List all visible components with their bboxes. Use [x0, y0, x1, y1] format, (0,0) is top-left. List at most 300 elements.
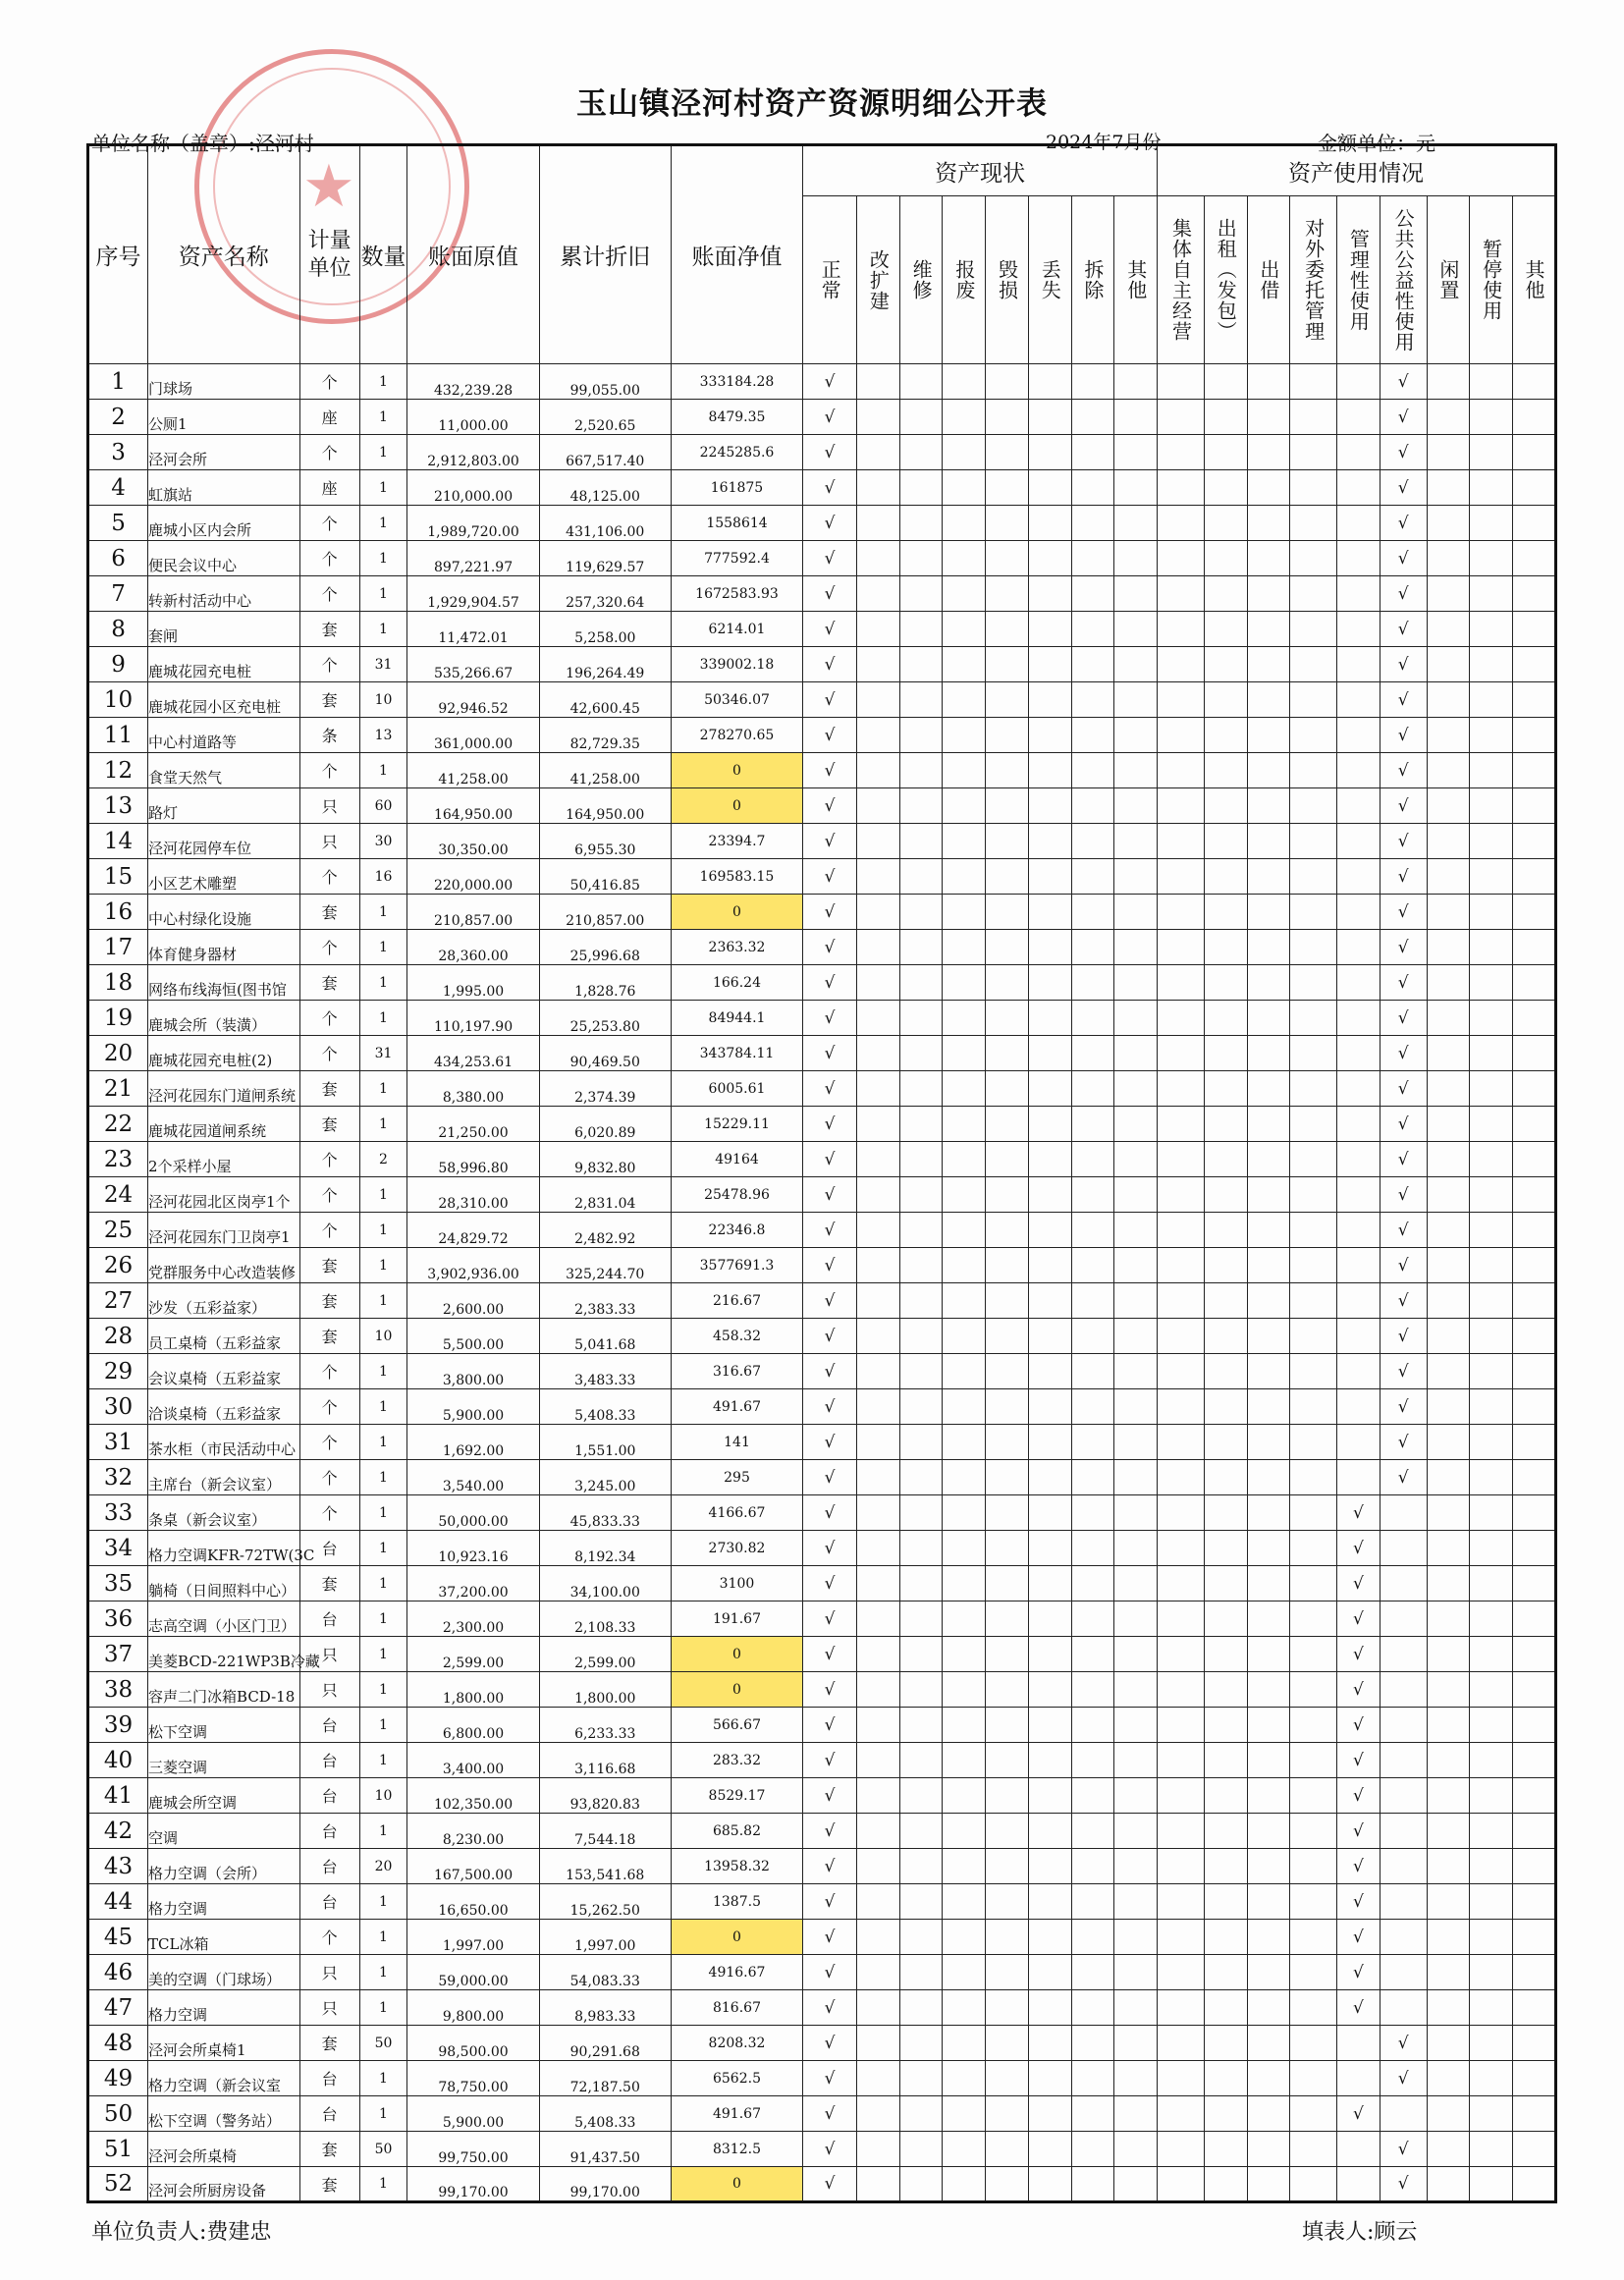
- row-qty: 1: [359, 965, 407, 1001]
- status-cell: [899, 718, 943, 753]
- row-original: 5,900.00: [407, 1389, 539, 1425]
- status-cell: [1071, 435, 1114, 470]
- status-cell: [986, 1460, 1029, 1495]
- row-depreciation: 6,233.33: [539, 1708, 671, 1743]
- status-cell: [899, 1283, 943, 1319]
- usage-cell: [1290, 612, 1337, 647]
- row-qty: 13: [359, 718, 407, 753]
- usage-cell: [1204, 718, 1247, 753]
- usage-cell: [1158, 470, 1205, 506]
- usage-cell: [1204, 753, 1247, 788]
- status-cell: [986, 1425, 1029, 1460]
- usage-cell: [1512, 1001, 1555, 1036]
- row-original: 434,253.61: [407, 1036, 539, 1071]
- row-asset-name: 小区艺术雕塑: [148, 859, 300, 895]
- status-cell: √: [803, 576, 857, 612]
- usage-cell: [1247, 1672, 1290, 1708]
- usage-cell: [1290, 2096, 1337, 2132]
- status-cell: [1028, 1920, 1071, 1955]
- usage-cell: [1470, 1814, 1513, 1849]
- usage-cell: [1158, 788, 1205, 824]
- row-asset-name: 鹿城会所（装潢）: [148, 1001, 300, 1036]
- status-cell: √: [803, 364, 857, 400]
- usage-cell: [1512, 470, 1555, 506]
- row-qty: 1: [359, 1920, 407, 1955]
- usage-cell: [1290, 895, 1337, 930]
- row-seq: 19: [88, 1001, 148, 1036]
- usage-cell: √: [1380, 470, 1427, 506]
- status-cell: [1114, 859, 1158, 895]
- status-cell: [857, 400, 900, 435]
- row-asset-name: 泾河花园停车位: [148, 824, 300, 859]
- usage-cell: [1204, 2096, 1247, 2132]
- usage-cell: [1204, 859, 1247, 895]
- status-cell: [1114, 1354, 1158, 1389]
- status-cell: [943, 2061, 986, 2096]
- row-asset-name: 泾河花园东门卫岗亭1: [148, 1213, 300, 1248]
- status-cell: √: [803, 2132, 857, 2167]
- usage-cell: [1290, 1036, 1337, 1071]
- table-row: [88, 895, 1556, 930]
- row-asset-name: 泾河会所桌椅: [148, 2132, 300, 2167]
- status-cell: √: [803, 1425, 857, 1460]
- usage-cell: √: [1380, 718, 1427, 753]
- row-seq: 47: [88, 1990, 148, 2026]
- row-net: 216.67: [671, 1283, 802, 1319]
- status-cell: [986, 859, 1029, 895]
- status-cell: [899, 364, 943, 400]
- row-asset-name: 志高空调（小区门卫）: [148, 1601, 300, 1637]
- status-cell: [1028, 753, 1071, 788]
- status-cell: [1071, 1036, 1114, 1071]
- usage-cell: [1380, 1814, 1427, 1849]
- status-cell: [899, 400, 943, 435]
- status-cell: [1028, 1354, 1071, 1389]
- usage-cell: [1512, 364, 1555, 400]
- row-net: 8312.5: [671, 2132, 802, 2167]
- status-cell: [1071, 2061, 1114, 2096]
- row-original: 6,800.00: [407, 1708, 539, 1743]
- usage-cell: [1337, 1248, 1380, 1283]
- row-qty: 1: [359, 1283, 407, 1319]
- usage-cell: √: [1337, 1672, 1380, 1708]
- header-name: 资产名称: [148, 145, 300, 364]
- usage-cell: [1247, 1743, 1290, 1778]
- row-depreciation: 50,416.85: [539, 859, 671, 895]
- usage-cell: [1247, 895, 1290, 930]
- usage-cell: [1290, 576, 1337, 612]
- usage-cell: [1427, 506, 1470, 541]
- usage-cell: [1158, 1177, 1205, 1213]
- status-cell: [857, 576, 900, 612]
- usage-cell: [1290, 1990, 1337, 2026]
- row-qty: 1: [359, 1248, 407, 1283]
- row-seq: 1: [88, 364, 148, 400]
- usage-cell: [1204, 1213, 1247, 1248]
- usage-cell: [1158, 1319, 1205, 1354]
- status-cell: √: [803, 435, 857, 470]
- usage-cell: [1337, 895, 1380, 930]
- row-asset-name: 鹿城花园道闸系统: [148, 1107, 300, 1142]
- status-cell: [1028, 1460, 1071, 1495]
- row-net: 816.67: [671, 1990, 802, 2026]
- usage-cell: √: [1380, 612, 1427, 647]
- row-seq: 27: [88, 1283, 148, 1319]
- usage-cell: [1512, 1071, 1555, 1107]
- usage-cell: √: [1380, 859, 1427, 895]
- row-asset-name: 2个采样小屋: [148, 1142, 300, 1177]
- usage-cell: [1470, 1531, 1513, 1566]
- status-cell: [1071, 1531, 1114, 1566]
- row-depreciation: 2,108.33: [539, 1601, 671, 1637]
- row-seq: 34: [88, 1531, 148, 1566]
- usage-cell: [1337, 576, 1380, 612]
- row-depreciation: 2,383.33: [539, 1283, 671, 1319]
- header-usage-col: 其他: [1512, 196, 1555, 364]
- row-asset-name: 体育健身器材: [148, 930, 300, 965]
- row-asset-name: TCL冰箱: [148, 1920, 300, 1955]
- row-qty: 1: [359, 1389, 407, 1425]
- header-status-col: 拆除: [1071, 196, 1114, 364]
- usage-cell: [1204, 1566, 1247, 1601]
- usage-cell: √: [1337, 1743, 1380, 1778]
- header-net: 账面净值: [671, 145, 802, 364]
- status-cell: [943, 400, 986, 435]
- status-cell: [1114, 718, 1158, 753]
- header-original: 账面原值: [407, 145, 539, 364]
- usage-cell: [1290, 647, 1337, 682]
- status-cell: [1114, 1071, 1158, 1107]
- row-asset-name: 躺椅（日间照料中心）: [148, 1566, 300, 1601]
- row-measure: 个: [299, 930, 359, 965]
- usage-cell: √: [1380, 1071, 1427, 1107]
- status-cell: [1071, 364, 1114, 400]
- status-cell: [857, 1283, 900, 1319]
- status-cell: [857, 2096, 900, 2132]
- usage-cell: [1512, 435, 1555, 470]
- status-cell: [1028, 824, 1071, 859]
- usage-cell: [1427, 647, 1470, 682]
- header-status-group: 资产现状: [803, 145, 1158, 196]
- usage-cell: [1290, 1460, 1337, 1495]
- status-cell: [986, 1142, 1029, 1177]
- usage-cell: [1427, 1107, 1470, 1142]
- row-measure: 只: [299, 1955, 359, 1990]
- status-cell: [1071, 1849, 1114, 1884]
- row-asset-name: 泾河花园东门道闸系统: [148, 1071, 300, 1107]
- usage-cell: [1204, 612, 1247, 647]
- usage-cell: [1337, 1142, 1380, 1177]
- status-cell: [857, 1531, 900, 1566]
- row-depreciation: 1,997.00: [539, 1920, 671, 1955]
- row-net: 3577691.3: [671, 1248, 802, 1283]
- header-usage-col: 公共公益性使用: [1380, 196, 1427, 364]
- usage-cell: [1158, 1778, 1205, 1814]
- row-measure: 个: [299, 541, 359, 576]
- status-cell: [943, 1531, 986, 1566]
- status-cell: [1114, 1177, 1158, 1213]
- status-cell: [899, 541, 943, 576]
- status-cell: [899, 1460, 943, 1495]
- row-qty: 1: [359, 753, 407, 788]
- usage-cell: [1158, 1248, 1205, 1283]
- usage-cell: √: [1337, 2096, 1380, 2132]
- row-qty: 1: [359, 1566, 407, 1601]
- status-cell: [1114, 1884, 1158, 1920]
- row-asset-name: 鹿城花园充电桩(2): [148, 1036, 300, 1071]
- row-measure: 套: [299, 1319, 359, 1354]
- table-row: [88, 1425, 1556, 1460]
- status-cell: √: [803, 682, 857, 718]
- row-net: 339002.18: [671, 647, 802, 682]
- table-row: [88, 1107, 1556, 1142]
- usage-cell: [1158, 1955, 1205, 1990]
- row-original: 164,950.00: [407, 788, 539, 824]
- usage-cell: [1158, 400, 1205, 435]
- usage-cell: [1204, 1354, 1247, 1389]
- usage-cell: [1427, 1460, 1470, 1495]
- usage-cell: [1204, 895, 1247, 930]
- usage-cell: [1512, 930, 1555, 965]
- row-measure: 套: [299, 612, 359, 647]
- row-measure: 个: [299, 1001, 359, 1036]
- row-net: 15229.11: [671, 1107, 802, 1142]
- usage-cell: [1158, 753, 1205, 788]
- status-cell: [1028, 1884, 1071, 1920]
- table-row: [88, 1601, 1556, 1637]
- usage-cell: [1290, 1001, 1337, 1036]
- row-measure: 台: [299, 1778, 359, 1814]
- row-qty: 1: [359, 1884, 407, 1920]
- status-cell: [899, 1601, 943, 1637]
- row-qty: 1: [359, 1672, 407, 1708]
- row-qty: 1: [359, 1708, 407, 1743]
- row-seq: 36: [88, 1601, 148, 1637]
- usage-cell: [1427, 859, 1470, 895]
- usage-cell: [1470, 1495, 1513, 1531]
- status-cell: [899, 788, 943, 824]
- row-seq: 21: [88, 1071, 148, 1107]
- status-cell: [899, 1920, 943, 1955]
- usage-cell: [1427, 1814, 1470, 1849]
- status-cell: [986, 1071, 1029, 1107]
- usage-cell: [1427, 1601, 1470, 1637]
- row-original: 28,310.00: [407, 1177, 539, 1213]
- row-original: 50,000.00: [407, 1495, 539, 1531]
- usage-cell: [1427, 400, 1470, 435]
- row-asset-name: 松下空调: [148, 1708, 300, 1743]
- usage-cell: [1247, 1920, 1290, 1955]
- usage-cell: [1337, 1001, 1380, 1036]
- usage-cell: [1290, 1177, 1337, 1213]
- usage-cell: [1427, 1001, 1470, 1036]
- responsible-person: 单位负责人:费建忠: [91, 2220, 272, 2245]
- status-cell: [1071, 859, 1114, 895]
- usage-cell: √: [1380, 1036, 1427, 1071]
- row-depreciation: 3,116.68: [539, 1743, 671, 1778]
- status-cell: [986, 1566, 1029, 1601]
- row-asset-name: 格力空调KFR-72TW(3C: [148, 1531, 300, 1566]
- table-row: [88, 1319, 1556, 1354]
- row-seq: 39: [88, 1708, 148, 1743]
- usage-cell: [1337, 1213, 1380, 1248]
- usage-cell: [1290, 364, 1337, 400]
- row-net: 2245285.6: [671, 435, 802, 470]
- usage-cell: √: [1380, 824, 1427, 859]
- usage-cell: √: [1380, 1001, 1427, 1036]
- usage-cell: [1427, 1637, 1470, 1672]
- usage-cell: [1337, 930, 1380, 965]
- status-cell: [986, 1884, 1029, 1920]
- usage-cell: [1158, 2096, 1205, 2132]
- status-cell: [1114, 1743, 1158, 1778]
- status-cell: [943, 895, 986, 930]
- status-cell: √: [803, 2096, 857, 2132]
- usage-cell: [1158, 965, 1205, 1001]
- usage-cell: √: [1380, 895, 1427, 930]
- usage-cell: √: [1380, 1460, 1427, 1495]
- table-row: [88, 1283, 1556, 1319]
- usage-cell: [1512, 612, 1555, 647]
- usage-cell: [1427, 1036, 1470, 1071]
- status-cell: [1114, 1142, 1158, 1177]
- row-original: 30,350.00: [407, 824, 539, 859]
- table-row: [88, 364, 1556, 400]
- row-seq: 17: [88, 930, 148, 965]
- usage-cell: [1337, 788, 1380, 824]
- table-row: [88, 1566, 1556, 1601]
- status-cell: [1114, 788, 1158, 824]
- usage-cell: √: [1380, 1248, 1427, 1283]
- usage-cell: [1290, 1107, 1337, 1142]
- usage-cell: [1247, 1071, 1290, 1107]
- status-cell: [1071, 576, 1114, 612]
- status-cell: [986, 506, 1029, 541]
- usage-cell: [1158, 541, 1205, 576]
- table-row: [88, 1920, 1556, 1955]
- status-cell: [1028, 435, 1071, 470]
- usage-cell: [1470, 1460, 1513, 1495]
- row-seq: 40: [88, 1743, 148, 1778]
- status-cell: [943, 1920, 986, 1955]
- usage-cell: [1247, 1213, 1290, 1248]
- status-cell: [986, 470, 1029, 506]
- row-depreciation: 2,482.92: [539, 1213, 671, 1248]
- table-row: [88, 612, 1556, 647]
- row-depreciation: 6,020.89: [539, 1107, 671, 1142]
- status-cell: [986, 1990, 1029, 2026]
- row-asset-name: 鹿城花园充电桩: [148, 647, 300, 682]
- status-cell: [857, 435, 900, 470]
- status-cell: [899, 753, 943, 788]
- row-depreciation: 72,187.50: [539, 2061, 671, 2096]
- header-usage-col: 管理性使用: [1337, 196, 1380, 364]
- status-cell: [1114, 1814, 1158, 1849]
- status-cell: [857, 1990, 900, 2026]
- usage-cell: [1337, 541, 1380, 576]
- row-qty: 1: [359, 2096, 407, 2132]
- usage-cell: [1204, 364, 1247, 400]
- status-cell: √: [803, 965, 857, 1001]
- row-seq: 51: [88, 2132, 148, 2167]
- status-cell: [986, 612, 1029, 647]
- usage-cell: [1337, 2061, 1380, 2096]
- usage-cell: √: [1380, 1283, 1427, 1319]
- row-seq: 14: [88, 824, 148, 859]
- row-asset-name: 套闸: [148, 612, 300, 647]
- usage-cell: [1427, 612, 1470, 647]
- status-cell: [986, 1495, 1029, 1531]
- status-cell: [943, 1107, 986, 1142]
- row-qty: 30: [359, 824, 407, 859]
- row-measure: 个: [299, 1425, 359, 1460]
- usage-cell: [1158, 1213, 1205, 1248]
- table-row: [88, 1849, 1556, 1884]
- row-net: 295: [671, 1460, 802, 1495]
- status-cell: [943, 1495, 986, 1531]
- usage-cell: [1470, 1389, 1513, 1425]
- usage-cell: [1290, 682, 1337, 718]
- status-cell: [1028, 965, 1071, 1001]
- row-depreciation: 15,262.50: [539, 1884, 671, 1920]
- row-measure: 只: [299, 1990, 359, 2026]
- usage-cell: [1337, 2026, 1380, 2061]
- status-cell: [857, 364, 900, 400]
- row-net: 169583.15: [671, 859, 802, 895]
- header-usage-col: 对外委托管理: [1290, 196, 1337, 364]
- status-cell: [986, 435, 1029, 470]
- status-cell: [1114, 435, 1158, 470]
- usage-cell: [1512, 1743, 1555, 1778]
- row-depreciation: 1,828.76: [539, 965, 671, 1001]
- status-cell: [1028, 541, 1071, 576]
- row-qty: 1: [359, 930, 407, 965]
- row-seq: 52: [88, 2167, 148, 2202]
- status-cell: [943, 788, 986, 824]
- usage-cell: [1158, 647, 1205, 682]
- row-asset-name: 格力空调: [148, 1884, 300, 1920]
- status-cell: [857, 1001, 900, 1036]
- row-net: 6214.01: [671, 612, 802, 647]
- row-measure: 台: [299, 1849, 359, 1884]
- status-cell: [857, 1425, 900, 1460]
- row-qty: 1: [359, 1107, 407, 1142]
- status-cell: [857, 1955, 900, 1990]
- header-seq: 序号: [88, 145, 148, 364]
- row-net: 0: [671, 753, 802, 788]
- status-cell: [857, 1708, 900, 1743]
- row-depreciation: 153,541.68: [539, 1849, 671, 1884]
- status-cell: [1028, 1107, 1071, 1142]
- usage-cell: [1290, 753, 1337, 788]
- row-original: 1,997.00: [407, 1920, 539, 1955]
- usage-cell: [1290, 930, 1337, 965]
- row-asset-name: 茶水柜（市民活动中心: [148, 1425, 300, 1460]
- usage-cell: √: [1337, 1884, 1380, 1920]
- status-cell: [899, 2026, 943, 2061]
- usage-cell: [1380, 1884, 1427, 1920]
- row-measure: 套: [299, 1248, 359, 1283]
- usage-cell: [1512, 718, 1555, 753]
- usage-cell: [1247, 1778, 1290, 1814]
- status-cell: [1114, 1425, 1158, 1460]
- header-usage-col: 集体自主经营: [1158, 196, 1205, 364]
- usage-cell: [1427, 753, 1470, 788]
- usage-cell: [1247, 1142, 1290, 1177]
- usage-cell: [1204, 647, 1247, 682]
- status-cell: √: [803, 1283, 857, 1319]
- usage-cell: [1290, 1708, 1337, 1743]
